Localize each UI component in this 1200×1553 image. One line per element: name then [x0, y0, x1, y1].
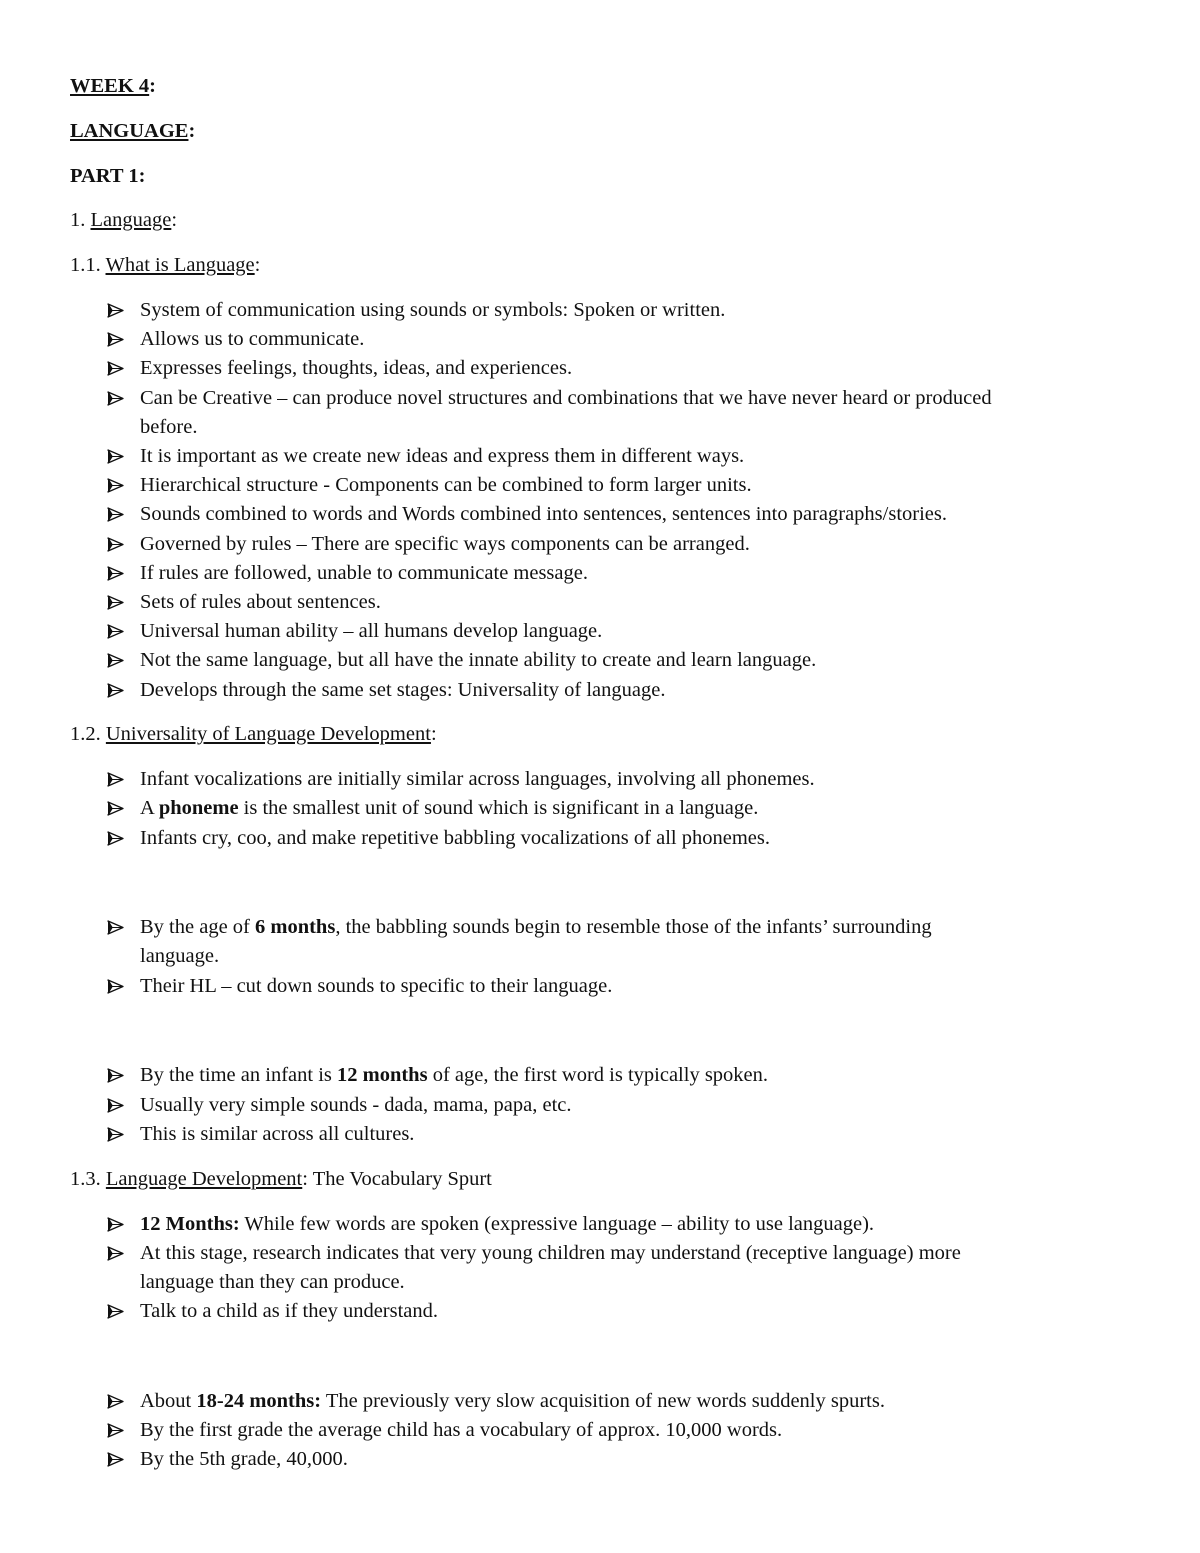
arrow-bullet-icon [107, 354, 127, 383]
arrow-bullet-icon [107, 530, 127, 559]
arrow-bullet-icon [107, 1445, 127, 1474]
arrow-bullet-icon [107, 471, 127, 500]
section-tail: : [254, 254, 261, 276]
section-1-1-heading [70, 251, 260, 280]
arrow-bullet-icon [107, 1210, 127, 1239]
bold-term: 12 Months: [140, 1213, 240, 1235]
list-item-text: Infants cry, coo, and make repetitive babbling vocalizations of all phonemes. [140, 827, 770, 849]
week-heading: WEEK 4: [70, 75, 156, 97]
bold-term: 12 months [337, 1064, 428, 1086]
arrow-bullet-icon [107, 765, 127, 794]
arrow-bullet-icon [107, 559, 127, 588]
section-number: 1.2. [70, 723, 106, 745]
arrow-bullet-icon [107, 824, 127, 853]
arrow-bullet-icon [107, 1239, 127, 1268]
section-number: 1.3. [70, 1168, 106, 1190]
language-heading-text: LANGUAGE [70, 120, 189, 142]
text-segment: By the age of [140, 916, 255, 938]
section-tail: : The Vocabulary Spurt [302, 1168, 492, 1190]
arrow-bullet-icon [107, 1061, 127, 1090]
section-title: What is Language [105, 254, 255, 276]
bold-term: 18-24 months: [196, 1390, 322, 1412]
arrow-bullet-icon [107, 325, 127, 354]
list-item-text: Can be Creative – can produce novel structures and combinations that we have never heard or produced [140, 387, 992, 409]
list-item-text [140, 794, 1140, 823]
section-tail: : [430, 723, 437, 745]
list-item-text: Talk to a child as if they understand. [140, 1300, 439, 1322]
list-item-text: If rules are followed, unable to communicate message. [140, 562, 588, 584]
list-item-text: Develops through the same set stages: Universality of language. [140, 679, 666, 701]
arrow-bullet-icon [107, 442, 127, 471]
bold-term: 6 months [255, 916, 336, 938]
arrow-bullet-icon [107, 913, 127, 942]
list-item-text: By the 5th grade, 40,000. [140, 1448, 348, 1470]
text-segment: is the smallest unit of sound which is significant in a language. [238, 797, 759, 819]
arrow-bullet-icon [107, 676, 127, 705]
language-heading: LANGUAGE: [70, 120, 196, 142]
arrow-bullet-icon [107, 296, 127, 325]
text-segment: By the time an infant is [140, 1064, 337, 1086]
arrow-bullet-icon [107, 794, 127, 823]
arrow-bullet-icon [107, 384, 127, 413]
section-1-2-heading [70, 720, 437, 749]
list-item-text: This is similar across all cultures. [140, 1123, 415, 1145]
list-item-text: System of communication using sounds or symbols: Spoken or written. [140, 299, 726, 321]
arrow-bullet-icon [107, 617, 127, 646]
section-1-heading [70, 206, 177, 235]
text-segment: of age, the first word is typically spoken. [427, 1064, 769, 1086]
list-item-text: Infant vocalizations are initially similar across languages, involving all phonemes. [140, 768, 815, 790]
text-segment: , the babbling sounds begin to resemble those of the infants’ surrounding [335, 916, 932, 938]
arrow-bullet-icon [107, 1297, 127, 1326]
arrow-bullet-icon [107, 972, 127, 1001]
list-item-text: Universal human ability – all humans develop language. [140, 620, 603, 642]
text-segment: About [140, 1390, 197, 1412]
arrow-bullet-icon [107, 1120, 127, 1149]
list-item-text: language. [140, 945, 220, 967]
arrow-bullet-icon [107, 588, 127, 617]
arrow-bullet-icon [107, 1387, 127, 1416]
list-item-text: Not the same language, but all have the innate ability to create and learn language. [140, 649, 817, 671]
week-heading-text: WEEK 4 [70, 75, 150, 97]
section-tail: : [171, 209, 178, 231]
text-segment: While few words are spoken (expressive language – ability to use language). [239, 1213, 875, 1235]
list-item-text: Hierarchical structure - Components can be combined to form larger units. [140, 474, 752, 496]
section-number: 1. [70, 209, 91, 231]
section-title: Universality of Language Development [105, 723, 431, 745]
arrow-bullet-icon [107, 1416, 127, 1445]
section-title: Language [90, 209, 172, 231]
list-item-text: Usually very simple sounds - dada, mama, papa, etc. [140, 1094, 572, 1116]
list-item-text [140, 1061, 1140, 1090]
list-item-text: Sounds combined to words and Words combined into sentences, sentences into paragraphs/stories. [140, 503, 947, 525]
arrow-bullet-icon [107, 1091, 127, 1120]
bold-term: phoneme [158, 797, 239, 819]
list-item-text: Governed by rules – There are specific ways components can be arranged. [140, 533, 750, 555]
list-item-text: By the first grade the average child has a vocabulary of approx. 10,000 words. [140, 1419, 783, 1441]
section-number: 1.1. [70, 254, 106, 276]
list-item-text [140, 913, 1140, 942]
section-title: Language Development [105, 1168, 303, 1190]
list-item-text: It is important as we create new ideas and express them in different ways. [140, 445, 745, 467]
list-item-text: Sets of rules about sentences. [140, 591, 381, 613]
list-item-text: before. [140, 416, 198, 438]
list-item-text: Expresses feelings, thoughts, ideas, and experiences. [140, 357, 573, 379]
arrow-bullet-icon [107, 500, 127, 529]
list-item-text: At this stage, research indicates that very young children may understand (receptive language) more [140, 1242, 961, 1264]
list-item-text [140, 1387, 1140, 1416]
list-item-text: Their HL – cut down sounds to specific to their language. [140, 975, 613, 997]
list-item-text [140, 1210, 1140, 1239]
list-item-text: Allows us to communicate. [140, 328, 365, 350]
arrow-bullet-icon [107, 646, 127, 675]
text-segment: A [140, 797, 159, 819]
text-segment: The previously very slow acquisition of new words suddenly spurts. [321, 1390, 885, 1412]
part-heading: PART 1: [70, 165, 146, 187]
list-item-text: language than they can produce. [140, 1271, 405, 1293]
section-1-3-heading [70, 1165, 492, 1194]
